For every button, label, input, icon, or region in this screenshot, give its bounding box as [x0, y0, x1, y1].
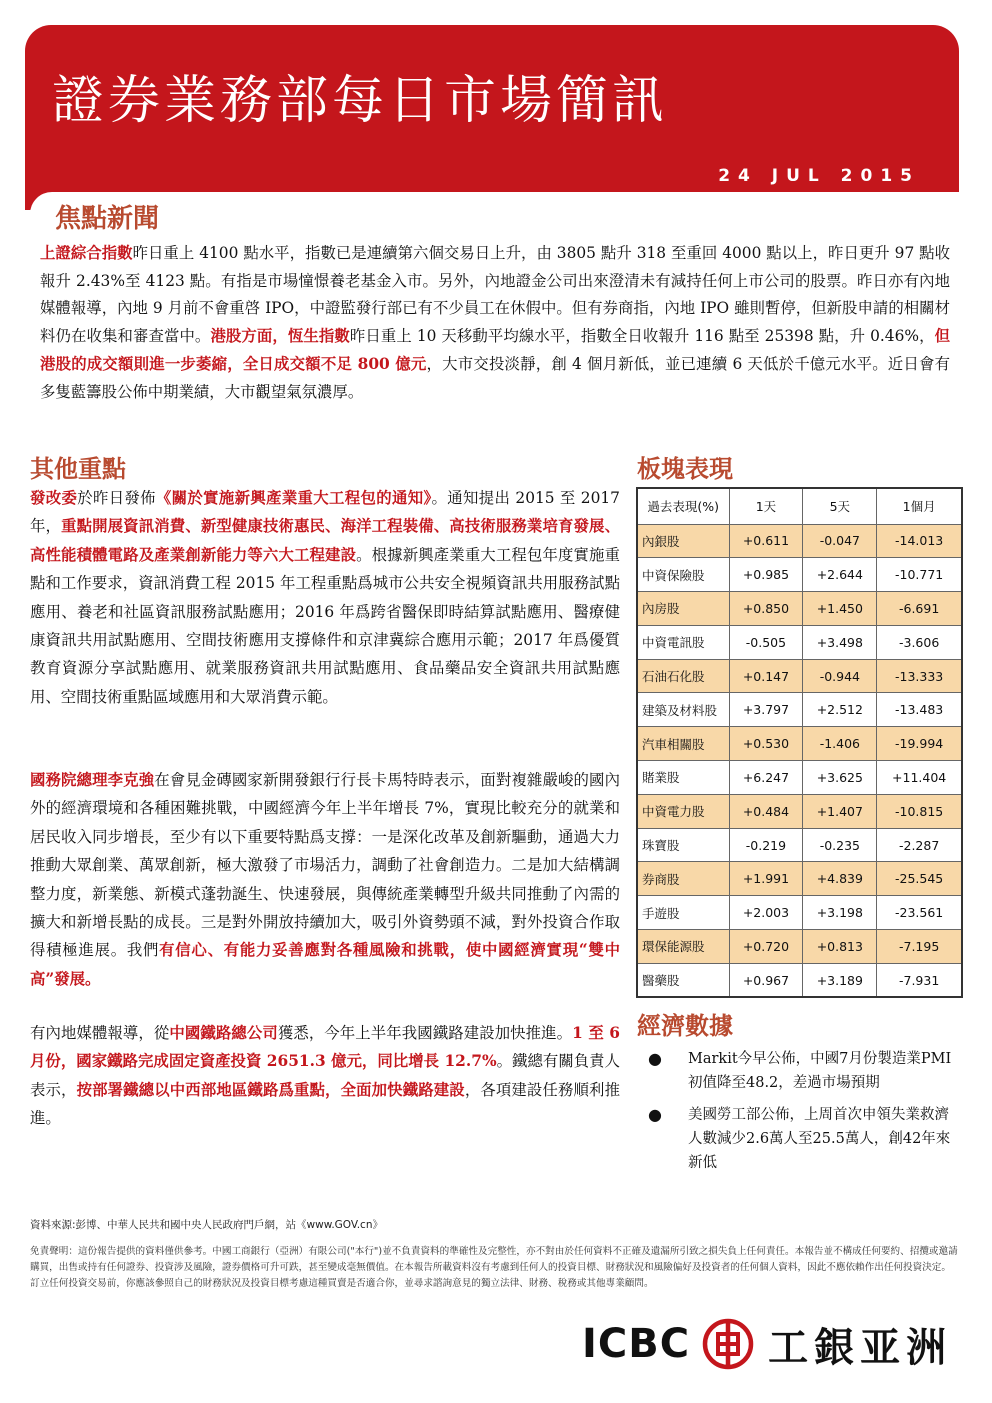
cell-1m: -25.545	[877, 862, 962, 896]
sector-name: 中資電訊股	[637, 625, 729, 659]
body-text: 昨日重上 4100 點水平，指數已是連續第六個交易日上升，由 3805 點升 318 至重回 4000 點以上，昨日更升 97 點收報升 2.43%至 4123 點。有指是市場憧憬養老基金入市。另外，內地證金公司出來澄清未有減持任何上市公司的股票。昨日亦有內地媒體報導，內地 9 月前不會重啓 IPO，中證監發行部已有不少員工在休假中。但有券商指，內地 IPO 雖則暫停，但新股申請的相關材料仍在收集和審查當中。	[40, 244, 950, 346]
body-text: 在會見金磚國家新開發銀行行長卡馬特時表示，面對複雜嚴峻的國內外的經濟環境和各種困難挑戰，中國經濟今年上半年增長 7%，實現比較充分的就業和居民收入同步增長，至少有以下重要特點爲支撐：一是深化改革及創新驅動，通過大力推動大眾創業、萬眾創新，極大激發了市場活力，調動了社會創造力。二是加大結構調整力度，新業態、新模式蓬勃誕生、快速發展，與傳統產業轉型升級共同推動了內需的擴大和新增長點的成長。三是對外開放持續加大，吸引外資勢頭不減，對外投資合作取得積極進展。我們	[30, 771, 620, 960]
economy-heading: 經濟數據	[637, 1012, 733, 1040]
logo-wordmark: ICBC	[582, 1321, 691, 1367]
focus-tab	[30, 192, 959, 232]
highlight-text: 發改委	[30, 489, 78, 507]
highlight-text: 按部署鐵總以中西部地區鐵路爲重點，全面加快鐵路建設	[76, 1080, 465, 1099]
table-header-row	[637, 488, 962, 524]
sector-name: 內銀股	[637, 524, 729, 558]
highlight-text: 重點開展資訊消費、新型健康技術惠民、海洋工程裝備、高技術服務業培育發展、高性能積體電路及產業創新能力等六大工程建設	[30, 517, 620, 564]
icbc-logo	[582, 1313, 952, 1375]
cell-5d: +1.450	[803, 592, 877, 626]
table-row	[637, 963, 962, 997]
highlight-text: 有信心、有能力妥善應對各種風險和挑戰，使中國經濟實現“雙中高”發展。	[30, 941, 620, 988]
cell-1m: -2.287	[877, 828, 962, 862]
cell-1m: -3.606	[877, 625, 962, 659]
other-paragraph-3	[30, 1019, 620, 1133]
cell-1m: -7.931	[877, 963, 962, 997]
cell-1m: -13.333	[877, 659, 962, 693]
sector-name: 珠寶股	[637, 828, 729, 862]
column-header: 過去表現(%)	[637, 488, 729, 524]
body-text: ，大市交投淡靜，創 4 個月新低，並已連續 6 天低於千億元水平。近日會有多隻藍籌股公佈中期業績，大市觀望氣氛濃厚。	[40, 354, 951, 401]
cell-5d: -0.235	[803, 828, 877, 862]
cell-1d: +0.530	[729, 727, 803, 761]
table-row	[637, 693, 962, 727]
body-text: 。通知提出 2015 至 2017 年，	[30, 489, 620, 536]
cell-1d: -0.219	[729, 828, 803, 862]
body-text: 於昨日發佈	[77, 489, 156, 507]
cell-1d: +0.147	[729, 659, 803, 693]
cell-1d: -0.505	[729, 625, 803, 659]
table-row	[637, 625, 962, 659]
cell-5d: +3.625	[803, 761, 877, 795]
table-row	[637, 862, 962, 896]
cell-1m: +11.404	[877, 761, 962, 795]
cell-1m: -7.195	[877, 930, 962, 964]
list-item	[648, 1103, 958, 1175]
cell-1d: +0.967	[729, 963, 803, 997]
highlight-text: 《關於實施新興產業重大工程包的通知》	[155, 489, 432, 507]
cell-5d: +2.644	[803, 558, 877, 592]
cell-1d: +0.611	[729, 524, 803, 558]
other-heading: 其他重點	[30, 455, 126, 483]
sector-heading: 板塊表現	[637, 455, 733, 483]
body-text: 獲悉，今年上半年我國鐵路建設加快推進。	[277, 1024, 573, 1042]
table-row	[637, 592, 962, 626]
table-row	[637, 524, 962, 558]
source-note: 資料來源:彭博、中華人民共和國中央人民政府門戶網，站《www.GOV.cn》	[30, 1219, 383, 1231]
cell-1d: +6.247	[729, 761, 803, 795]
highlight-text: 1 至 6 月份，國家鐵路完成固定資產投資 2651.3 億元，同比增長 12.7%	[30, 1024, 620, 1071]
report-date: 24 JUL 2015	[718, 166, 920, 186]
cell-1m: -14.013	[877, 524, 962, 558]
sector-name: 汽車相關股	[637, 727, 729, 761]
body-text: 有內地媒體報導，從	[30, 1024, 170, 1042]
highlight-text: 上證綜合指數	[40, 244, 133, 262]
cell-1m: -10.815	[877, 794, 962, 828]
list-item	[648, 1047, 958, 1095]
highlight-text: 但港股的成交額則進一步萎縮，全日成交額不足 800 億元	[40, 327, 950, 373]
icbc-seal-icon	[702, 1318, 754, 1370]
page-title: 證券業務部每日市場簡訊	[52, 71, 669, 131]
sector-name: 中資保險股	[637, 558, 729, 592]
body-text: 昨日重上 10 天移動平均線水平，指數全日收報升 116 點至 25398 點，升 0.46%，	[349, 327, 935, 346]
sector-name: 中資電力股	[637, 794, 729, 828]
economy-list	[648, 1047, 958, 1183]
disclaimer: 免責聲明：這份報告提供的資料僅供參考。中國工商銀行（亞洲）有限公司("本行")並不負責資料的準確性及完整性，亦不對由於任何資料不正確及遺漏所引致之損失負上任何責任。本報告並不構成任何要約、招攬或邀請購買，出售或持有任何證券、投資涉及風險，證券價格可升可跌，甚至變成毫無價值。在本報告所載資料沒有考慮到任何人的投資目標、財務狀況和風險偏好及投資者的任何個人資料，因此不應依賴作出任何投資決定。訂立任何投資交易前，你應該參照自己的財務狀況及投資目標考慮這種買賣是否適合你，並尋求諮詢意見的獨立法律、財務、稅務或其他專業顧問。	[30, 1246, 958, 1289]
cell-5d: -0.047	[803, 524, 877, 558]
economy-item-text: Markit今早公佈，中國7月份製造業PMI初值降至48.2，差過市場預期	[688, 1051, 952, 1091]
cell-5d: +4.839	[803, 862, 877, 896]
body-text: 。鐵總有關負責人表示，	[30, 1052, 620, 1099]
bullet-icon: ●	[648, 1105, 662, 1124]
body-text: ，各項建設任務順利推進。	[30, 1080, 620, 1128]
sector-name: 賭業股	[637, 761, 729, 795]
cell-1d: +0.850	[729, 592, 803, 626]
cell-5d: +0.813	[803, 930, 877, 964]
focus-paragraph	[40, 240, 950, 406]
cell-5d: +1.407	[803, 794, 877, 828]
highlight-text: 中國鐵路總公司	[169, 1024, 278, 1042]
cell-1d: +1.991	[729, 862, 803, 896]
cell-1d: +0.484	[729, 794, 803, 828]
sector-name: 建築及材料股	[637, 693, 729, 727]
cell-1m: -23.561	[877, 896, 962, 930]
cell-1d: +2.003	[729, 896, 803, 930]
cell-1m: -13.483	[877, 693, 962, 727]
other-paragraph-2	[30, 766, 620, 993]
sector-name: 券商股	[637, 862, 729, 896]
focus-heading: 焦點新聞	[55, 204, 160, 234]
table-row	[637, 727, 962, 761]
cell-5d: +3.198	[803, 896, 877, 930]
sector-name: 內房股	[637, 592, 729, 626]
sector-name: 環保能源股	[637, 930, 729, 964]
highlight-text: 港股方面，恆生指數	[210, 327, 350, 346]
cell-1d: +3.797	[729, 693, 803, 727]
table-row	[637, 659, 962, 693]
table-row	[637, 794, 962, 828]
cell-5d: -1.406	[803, 727, 877, 761]
column-header: 1個月	[877, 488, 962, 524]
sector-table	[636, 487, 963, 998]
column-header: 1天	[729, 488, 803, 524]
cell-1m: -19.994	[877, 727, 962, 761]
cell-5d: -0.944	[803, 659, 877, 693]
table-row	[637, 828, 962, 862]
highlight-text: 國務院總理李克強	[30, 771, 155, 789]
table-row	[637, 930, 962, 964]
column-header: 5天	[803, 488, 877, 524]
sector-name: 醫藥股	[637, 963, 729, 997]
table-row	[637, 896, 962, 930]
cell-5d: +2.512	[803, 693, 877, 727]
cell-1d: +0.720	[729, 930, 803, 964]
cell-1d: +0.985	[729, 558, 803, 592]
body-text: 。根據新興產業重大工程包年度實施重點和工作要求，資訊消費工程 2015 年工程重點爲城市公共安全視頻資訊共用服務試點應用、養老和社區資訊服務試點應用；2016 年爲跨省醫保即時結算試點應用、醫療健康資訊共用試點應用、空間技術應用支撐條件和京津冀綜合應用示範；2017 年爲優質教育資源分享試點應用、就業服務資訊共用試點應用、食品藥品安全資訊共用試點應用、空間技術重點區域應用和大眾消費示範。	[30, 545, 620, 706]
table-row	[637, 761, 962, 795]
cell-5d: +3.498	[803, 625, 877, 659]
sector-name: 手遊股	[637, 896, 729, 930]
sector-name: 石油石化股	[637, 659, 729, 693]
cell-1m: -6.691	[877, 592, 962, 626]
cell-1m: -10.771	[877, 558, 962, 592]
logo-chinese-name: 工銀亚洲	[768, 1324, 953, 1371]
table-row	[637, 558, 962, 592]
other-paragraph-1	[30, 484, 620, 711]
bullet-icon: ●	[648, 1049, 662, 1068]
cell-5d: +3.189	[803, 963, 877, 997]
economy-item-text: 美國勞工部公佈，上周首次申領失業救濟人數減少2.6萬人至25.5萬人，創42年來新低	[688, 1107, 951, 1171]
